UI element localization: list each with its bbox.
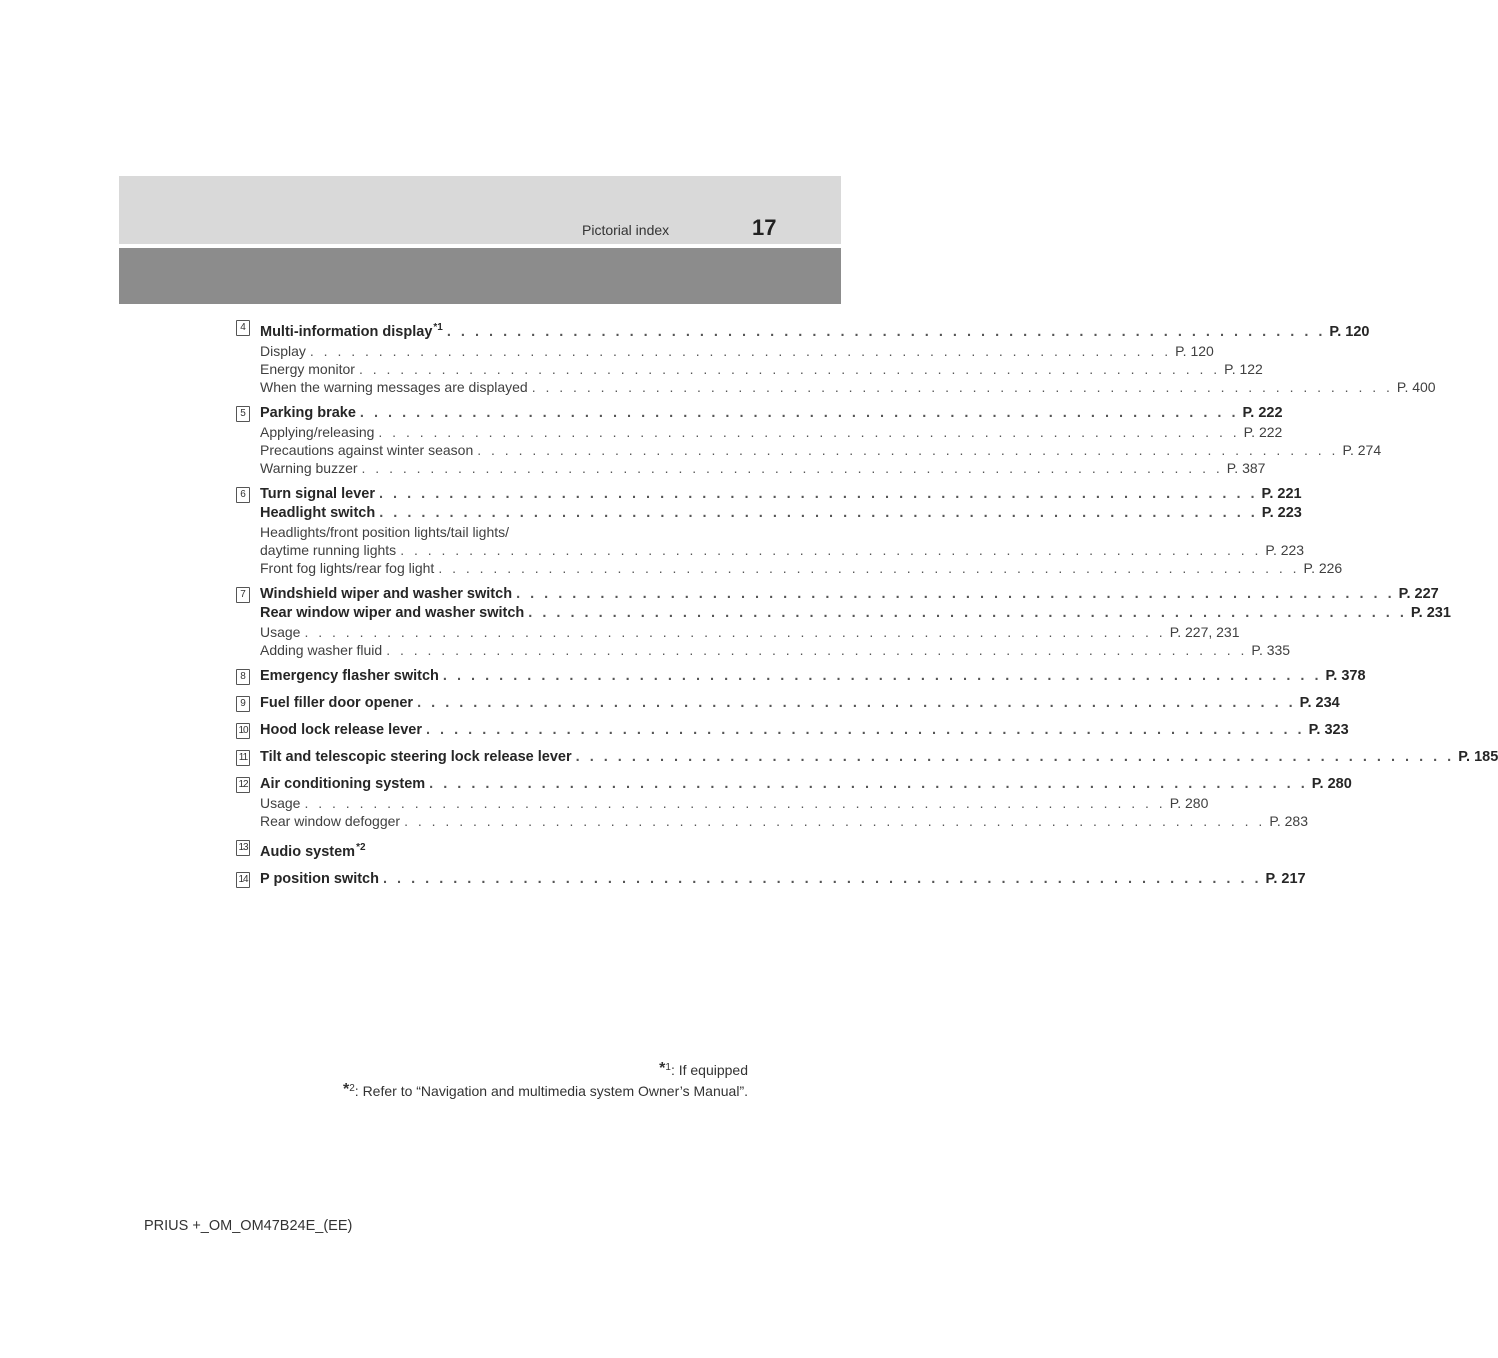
entry-label: [260, 812, 400, 830]
index-subentry: [260, 623, 1240, 641]
callout-number-badge: 13: [236, 840, 250, 856]
entry-label-text: Turn signal lever: [260, 486, 375, 502]
page-reference: P. 222: [1242, 405, 1283, 421]
page-reference: P. 221: [1261, 486, 1302, 502]
entry-label-text: Parking brake: [260, 405, 356, 421]
index-subentry: [260, 423, 1283, 441]
entry-label-text: Usage: [260, 795, 301, 811]
dot-leader: . . . . . . . . . . . . . . . . . . . . . . . . . . . . . . . . . . . . . . . . . . . . . . . . . . . . . . . . . . . . . . .: [309, 343, 1172, 359]
entry-label: [260, 459, 358, 477]
index-entry: [260, 318, 1370, 342]
entry-label-text: Applying/releasing: [260, 424, 375, 440]
entry-label: [260, 360, 355, 378]
index-group: [236, 485, 1343, 577]
index-group: [236, 694, 1340, 713]
dot-leader: . . . . . . . . . . . . . . . . . . . . . . . . . . . . . . . . . . . . . . . . . . . . . . . . . . . . . . . . . . . . . . .: [438, 560, 1300, 576]
page-reference: P. 387: [1226, 460, 1266, 476]
entry-label-text: Rear window wiper and washer switch: [260, 605, 525, 621]
index-subentry: [260, 541, 1305, 559]
entry-label-text: Precautions against winter season: [260, 442, 474, 458]
dot-leader: . . . . . . . . . . . . . . . . . . . . . . . . . . . . . . . . . . . . . . . . . . . . . . . . . . . . . . . . . . . . . . .: [304, 624, 1166, 640]
index-entry: [260, 694, 1340, 713]
index-entry: [260, 604, 1451, 623]
entry-label: [260, 423, 374, 441]
index-subentry: [260, 794, 1209, 812]
index-entry: [260, 870, 1306, 889]
page-reference: P. 185: [1458, 749, 1498, 765]
entry-label: [260, 404, 356, 423]
footnote-1: [659, 1060, 748, 1078]
page-reference: P. 227: [1398, 586, 1439, 602]
entry-label: [260, 794, 300, 812]
dot-leader: . . . . . . . . . . . . . . . . . . . . . . . . . . . . . . . . . . . . . . . . . . . . . . . . . . . . . . . . . . . . . . .: [400, 542, 1262, 558]
page-reference: P. 226: [1303, 560, 1343, 576]
dot-leader: . . . . . . . . . . . . . . . . . . . . . . . . . . . . . . . . . . . . . . . . . . . . . . . . . . . . . . . . . . . . . . .: [379, 505, 1258, 521]
pictorial-index-list: [236, 318, 1498, 889]
entry-label: [260, 604, 524, 623]
entry-label: [260, 623, 300, 641]
dot-leader: . . . . . . . . . . . . . . . . . . . . . . . . . . . . . . . . . . . . . . . . . . . . . . . . . . . . . . . . . . . . . . .: [477, 442, 1339, 458]
index-entry: [260, 404, 1283, 423]
callout-number-badge: 8: [236, 669, 250, 685]
entry-label-text: Windshield wiper and washer switch: [260, 586, 513, 602]
index-group: [236, 585, 1451, 659]
footnote-2: [343, 1081, 748, 1099]
entry-label: [260, 378, 528, 396]
dot-leader: . . . . . . . . . . . . . . . . . . . . . . . . . . . . . . . . . . . . . . . . . . . . . . . . . . . . . . . . . . . . . . .: [358, 361, 1221, 377]
entry-label-text: P position switch: [260, 871, 379, 887]
entry-label-text: Usage: [260, 624, 301, 640]
entry-label-text: When the warning messages are displayed: [260, 379, 528, 395]
page-reference: P. 120: [1329, 324, 1370, 340]
index-group: [236, 721, 1349, 740]
entry-label: [260, 541, 396, 559]
index-subentry: [260, 441, 1382, 459]
index-entry: [260, 838, 724, 862]
page-reference: P. 223: [1265, 542, 1305, 558]
entry-label-text: daytime running lights: [260, 542, 397, 558]
entry-label-text: Air conditioning system: [260, 776, 426, 792]
dot-leader: . . . . . . . . . . . . . . . . . . . . . . . . . . . . . . . . . . . . . . . . . . . . . . . . . . . . . . . . . . . . . . .: [528, 605, 1407, 621]
page-reference: P. 335: [1251, 642, 1291, 658]
dot-leader: . . . . . . . . . . . . . . . . . . . . . . . . . . . . . . . . . . . . . . . . . . . . . . . . . . . . . . . . . . . . . . .: [417, 695, 1296, 711]
dot-leader: . . . . . . . . . . . . . . . . . . . . . . . . . . . . . . . . . . . . . . . . . . . . . . . . . . . . . . . . . . . . . . .: [361, 460, 1223, 476]
dot-leader: . . . . . . . . . . . . . . . . . . . . . . . . . . . . . . . . . . . . . . . . . . . . . . . . . . . . . . . . . . . . . . .: [386, 642, 1248, 658]
entry-label: [260, 694, 413, 713]
index-group: [236, 318, 1436, 396]
callout-number-badge: 14: [236, 872, 250, 888]
entry-label-text: Display: [260, 343, 306, 359]
footnote-2-number: 2: [349, 1083, 355, 1094]
entry-label-text: Emergency flasher switch: [260, 668, 439, 684]
index-subentry: [260, 812, 1308, 830]
page-reference: P. 223: [1261, 505, 1302, 521]
index-group: [236, 775, 1352, 830]
entry-label: [260, 504, 375, 523]
page-reference: P. 378: [1325, 668, 1366, 684]
index-entry: [260, 667, 1366, 686]
dot-leader: . . . . . . . . . . . . . . . . . . . . . . . . . . . . . . . . . . . . . . . . . . . . . . . . . . . . . . . . . . . . . . .: [516, 586, 1395, 602]
page-reference: P. 231: [1410, 605, 1451, 621]
page-reference: P. 280: [1169, 795, 1209, 811]
index-group: [236, 404, 1382, 477]
entry-label: [260, 342, 306, 360]
entry-label-text: Energy monitor: [260, 361, 355, 377]
footnote-marker: *1: [433, 322, 443, 333]
callout-number-badge: 4: [236, 320, 250, 336]
page-reference: P. 122: [1224, 361, 1263, 377]
callout-number-badge: 10: [236, 723, 250, 739]
index-entry: [260, 721, 1349, 740]
page-reference: P. 217: [1265, 871, 1306, 887]
footnote-1-number: 1: [665, 1062, 671, 1073]
page-reference: P. 400: [1396, 379, 1436, 395]
dot-leader: . . . . . . . . . . . . . . . . . . . . . . . . . . . . . . . . . . . . . . . . . . . . . . . . . . . . . . . . . . . . . . .: [575, 749, 1455, 765]
entry-label-text: Headlights/front position lights/tail lights/: [260, 524, 510, 540]
index-entry: [260, 504, 1302, 523]
callout-number-badge: 5: [236, 406, 250, 422]
entry-label-text: Warning buzzer: [260, 460, 358, 476]
entry-label: [260, 559, 434, 577]
entry-label: [260, 641, 382, 659]
footnote-1-asterisk: *: [659, 1060, 666, 1077]
index-subentry: [260, 378, 1436, 396]
page-reference: P. 120: [1175, 343, 1214, 359]
index-group: [236, 748, 1498, 767]
footnote-2-asterisk: *: [343, 1081, 350, 1098]
dot-leader: . . . . . . . . . . . . . . . . . . . . . . . . . . . . . . . . . . . . . . . . . . . . . . . . . . . . . . . . . . . . . . .: [429, 776, 1308, 792]
entry-label-text: Headlight switch: [260, 505, 376, 521]
page-reference: P. 323: [1308, 722, 1349, 738]
entry-label: [260, 775, 425, 794]
dot-leader: . . . . . . . . . . . . . . . . . . . . . . . . . . . . . . . . . . . . . . . . . . . . . . . . . . . . . . . . . . . . . . .: [446, 324, 1326, 340]
entry-label: [260, 748, 572, 767]
dot-leader: . . . . . . . . . . . . . . . . . . . . . . . . . . . . . . . . . . . . . . . . . . . . . . . . . . . . . . . . . . . . . . .: [426, 722, 1305, 738]
section-title: Pictorial index: [582, 222, 670, 238]
dot-leader: . . . . . . . . . . . . . . . . . . . . . . . . . . . . . . . . . . . . . . . . . . . . . . . . . . . . . . . . . . . . . . .: [382, 871, 1262, 887]
index-entry: [260, 775, 1352, 794]
footnote-1-text: : If equipped: [670, 1062, 748, 1078]
entry-label: [260, 838, 366, 862]
page-reference: P. 222: [1243, 424, 1283, 440]
dot-leader: . . . . . . . . . . . . . . . . . . . . . . . . . . . . . . . . . . . . . . . . . . . . . . . . . . . . . . . . . . . . . . .: [531, 379, 1393, 395]
entry-label-text: Rear window defogger: [260, 813, 401, 829]
dot-leader: . . . . . . . . . . . . . . . . . . . . . . . . . . . . . . . . . . . . . . . . . . . . . . . . . . . . . . . . . . . . . . .: [304, 795, 1166, 811]
index-group: [236, 838, 724, 862]
footnote-2-text: : Refer to “Navigation and multimedia system Owner’s Manual”.: [354, 1083, 748, 1099]
header-band-light: [119, 176, 841, 244]
callout-number-badge: 11: [236, 750, 250, 766]
page-reference: P. 280: [1311, 776, 1352, 792]
entry-label: [260, 721, 422, 740]
index-subentry: [260, 459, 1266, 477]
entry-label-text: Fuel filler door opener: [260, 695, 414, 711]
index-entry: [260, 485, 1302, 504]
dot-leader: . . . . . . . . . . . . . . . . . . . . . . . . . . . . . . . . . . . . . . . . . . . . . . . . . . . . . . . . . . . . . . .: [378, 424, 1240, 440]
entry-label-text: Audio system: [260, 844, 356, 860]
entry-label: [260, 585, 512, 604]
index-subentry: [260, 641, 1291, 659]
entry-label-text: Tilt and telescopic steering lock release lever: [260, 749, 572, 765]
index-subentry: [260, 559, 1343, 577]
index-subentry: [260, 523, 724, 541]
page-reference: P. 227, 231: [1169, 624, 1240, 640]
entry-label: [260, 441, 473, 459]
entry-label: [260, 523, 509, 541]
index-subentry: [260, 360, 1263, 378]
callout-number-badge: 6: [236, 487, 250, 503]
index-entry: [260, 748, 1498, 767]
index-subentry: [260, 342, 1214, 360]
document-id: PRIUS +_OM_OM47B24E_(EE): [144, 1218, 353, 1234]
callout-number-badge: 12: [236, 777, 250, 793]
entry-label-text: Adding washer fluid: [260, 642, 383, 658]
page-reference: P. 274: [1342, 442, 1382, 458]
page-reference: P. 283: [1269, 813, 1308, 829]
entry-label: [260, 870, 379, 889]
page-number: 17: [752, 215, 777, 240]
index-group: [236, 870, 1306, 889]
dot-leader: . . . . . . . . . . . . . . . . . . . . . . . . . . . . . . . . . . . . . . . . . . . . . . . . . . . . . . . . . . . . . . .: [404, 813, 1266, 829]
entry-label: [260, 485, 375, 504]
entry-label: [260, 667, 439, 686]
index-entry: [260, 585, 1439, 604]
dot-leader: . . . . . . . . . . . . . . . . . . . . . . . . . . . . . . . . . . . . . . . . . . . . . . . . . . . . . . . . . . . . . . .: [442, 668, 1322, 684]
callout-number-badge: 9: [236, 696, 250, 712]
entry-label-text: Multi-information display: [260, 324, 433, 340]
index-group: [236, 667, 1366, 686]
dot-leader: . . . . . . . . . . . . . . . . . . . . . . . . . . . . . . . . . . . . . . . . . . . . . . . . . . . . . . . . . . . . . . .: [359, 405, 1239, 421]
entry-label: [260, 318, 443, 342]
dot-leader: . . . . . . . . . . . . . . . . . . . . . . . . . . . . . . . . . . . . . . . . . . . . . . . . . . . . . . . . . . . . . . .: [378, 486, 1258, 502]
entry-label-text: Hood lock release lever: [260, 722, 422, 738]
page-reference: P. 234: [1299, 695, 1340, 711]
header-band-dark: [119, 248, 841, 304]
footnote-marker: *2: [356, 842, 366, 853]
entry-label-text: Front fog lights/rear fog light: [260, 560, 435, 576]
callout-number-badge: 7: [236, 587, 250, 603]
